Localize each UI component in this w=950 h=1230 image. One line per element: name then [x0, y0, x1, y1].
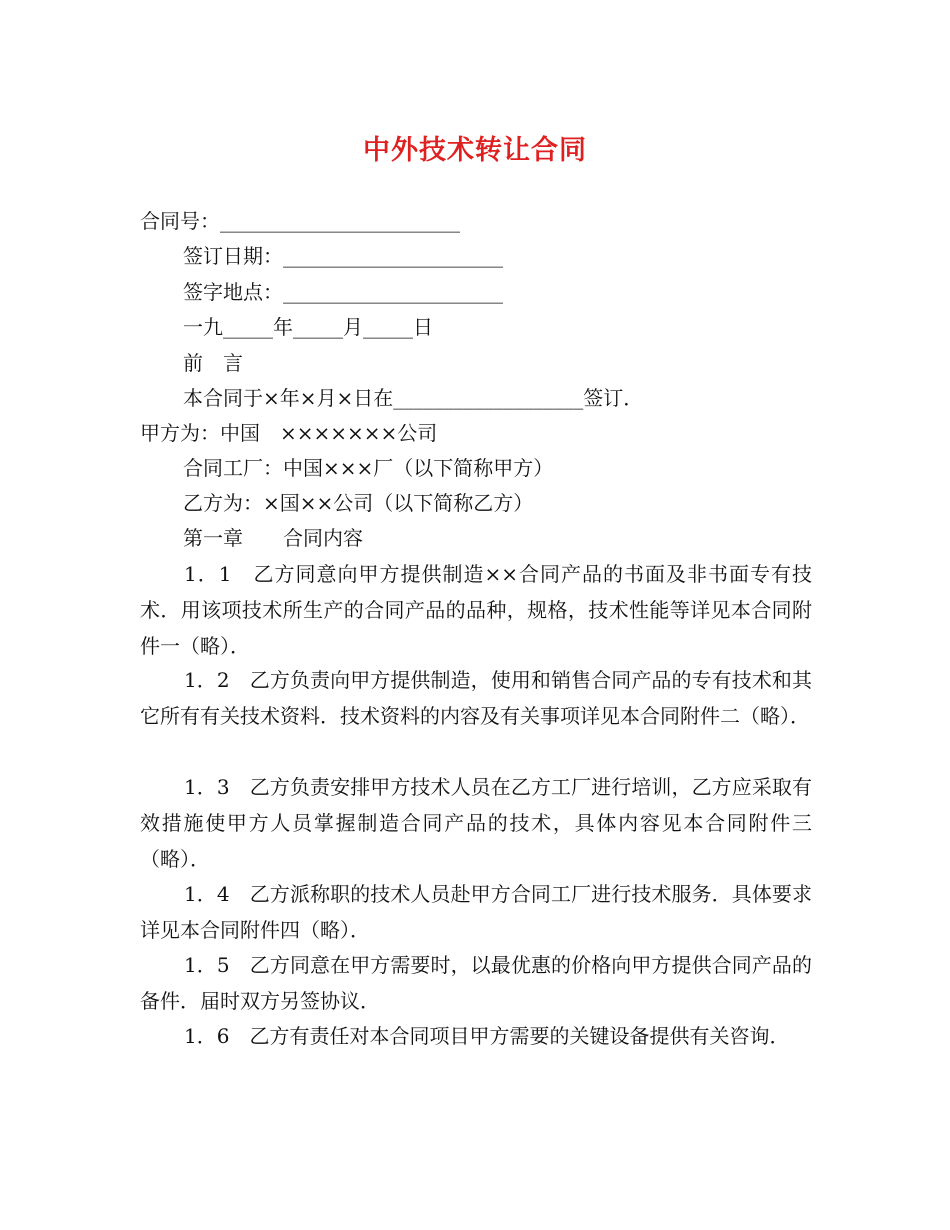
clause-1-2: 1．2 乙方负责向甲方提供制造，使用和销售合同产品的专有技术和其它所有有关技术资料．技术资料的内容及有关事项详见本合同附件二（略）．: [140, 668, 812, 728]
clause-1-5: 1．5 乙方同意在甲方需要时，以最优惠的价格向甲方提供合同产品的备件．届时双方另签协议．: [140, 953, 812, 1013]
sign-date-line: 签订日期：______________________: [183, 244, 503, 268]
party-b-line: 乙方为：×国××公司（以下简称乙方）: [183, 491, 534, 515]
sign-place-line: 签字地点：______________________: [183, 280, 503, 304]
document-title: 中外技术转让合同: [363, 135, 587, 166]
contract-number-line: 合同号：________________________: [140, 209, 460, 233]
clause-1-4: 1．4 乙方派称职的技术人员赴甲方合同工厂进行技术服务．具体要求详见本合同附件四（略）．: [140, 882, 812, 942]
clause-1-6: 1．6 乙方有责任对本合同项目甲方需要的关键设备提供有关咨询．: [184, 1024, 790, 1048]
preface-heading: 前 言: [183, 351, 243, 375]
contract-factory-line: 合同工厂：中国×××厂（以下简称甲方）: [183, 456, 554, 480]
party-a-line: 甲方为：中国 ×××××××公司: [140, 421, 438, 445]
clause-1-3: 1．3 乙方负责安排甲方技术人员在乙方工厂进行培训，乙方应采取有效措施使甲方人员掌握制造合同产品的技术，具体内容见本合同附件三（略）．: [140, 775, 812, 871]
intro-line: 本合同于×年×月×日在___________________签订．: [183, 386, 644, 410]
chapter-heading: 第一章 合同内容: [183, 526, 363, 550]
clause-1-1: 1．1 乙方同意向甲方提供制造××合同产品的书面及非书面专有技术．用该项技术所生产的合同产品的品种，规格，技术性能等详见本合同附件一（略）．: [140, 562, 812, 658]
date-line: 一九_____年_____月_____日: [183, 315, 433, 339]
